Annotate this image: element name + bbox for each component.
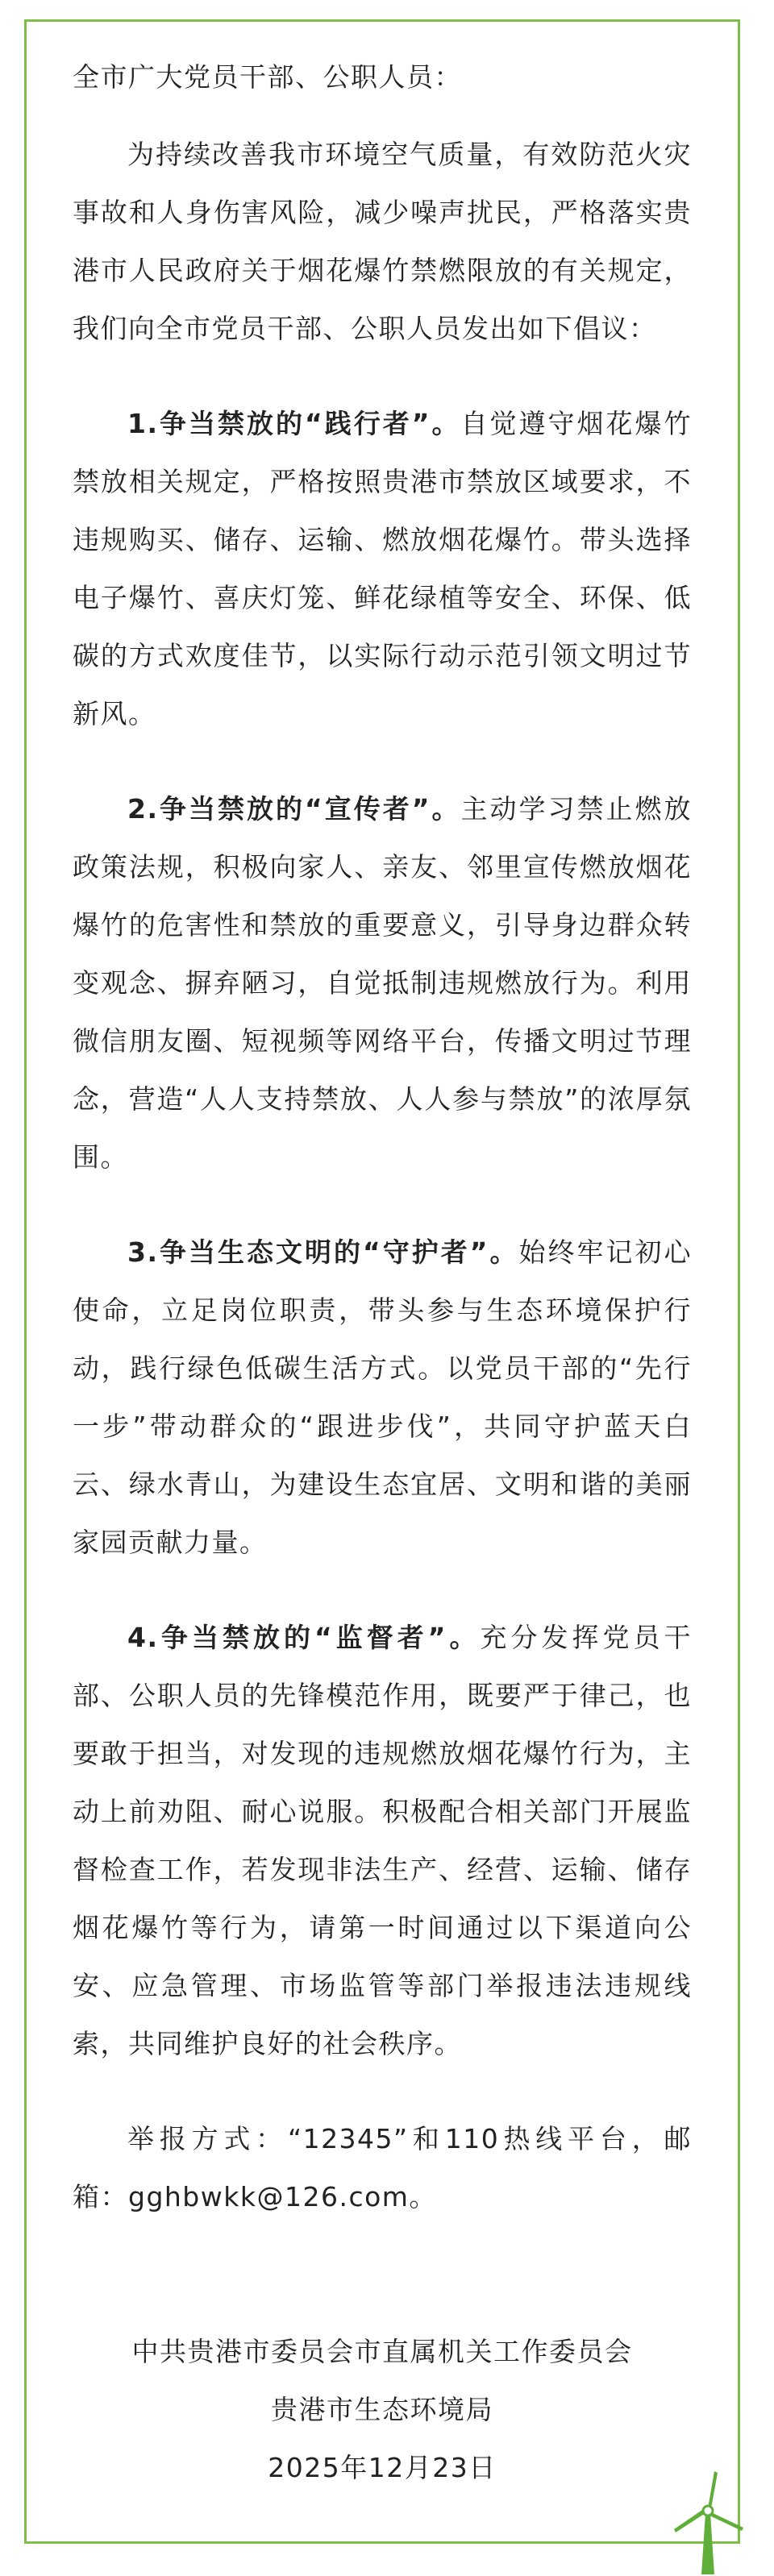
intro-paragraph: 为持续改善我市环境空气质量，有效防范火灾事故和人身伤害风险，减少噪声扰民，严格落实贵港市人民政府关于烟花爆竹禁燃限放的有关规定，我们向全市党员干部、公职人员发出如下倡议： [73, 139, 692, 344]
proposal-document [73, 48, 692, 2497]
item-3-title: 3.争当生态文明的“守护者”。 [127, 1236, 519, 1268]
item-4-title: 4.争当禁放的“监督者”。 [127, 1622, 481, 1653]
item-2-title: 2.争当禁放的“宣传者”。 [127, 793, 461, 825]
item-1-body: 自觉遵守烟花爆竹禁放相关规定，严格按照贵港市禁放区域要求，不违规购买、储存、运输、燃放烟花爆竹。带头选择电子爆竹、喜庆灯笼、鲜花绿植等安全、环保、低碳的方式欢度佳节，以实际行动示范引领文明过节新风。 [73, 408, 693, 729]
item-1-paragraph [73, 395, 692, 743]
item-2-paragraph [73, 780, 692, 1186]
contact-paragraph: 举报方式：“12345”和110热线平台，邮箱：gghbwkk@126.com。 [73, 2123, 692, 2212]
signature-block [73, 2323, 692, 2497]
signature-org-2: 贵港市生态环境局 [271, 2394, 493, 2425]
signature-org-1: 中共贵港市委员会市直属机关工作委员会 [131, 2336, 633, 2367]
item-4-paragraph [73, 1609, 692, 2073]
salutation: 全市广大党员干部、公职人员： [73, 61, 462, 93]
signature-date: 2025年12月23日 [268, 2452, 497, 2483]
item-3-body: 始终牢记初心使命，立足岗位职责，带头参与生态环境保护行动，践行绿色低碳生活方式。以党员干部的“先行一步”带动群众的“跟进步伐”，共同守护蓝天白云、绿水青山，为建设生态宜居、文明和谐的美丽家园贡献力量。 [73, 1236, 693, 1558]
item-3-paragraph [73, 1224, 692, 1572]
item-4-body: 充分发挥党员干部、公职人员的先锋模范作用，既要严于律己，也要敢于担当，对发现的违规燃放烟花爆竹行为，主动上前劝阻、耐心说服。积极配合相关部门开展监督检查工作，若发现非法生产、经营、运输、储存烟花爆竹等行为，请第一时间通过以下渠道向公安、应急管理、市场监管等部门举报违法违规线索，共同维护良好的社会秩序。 [73, 1622, 693, 2059]
wind-turbine-icon [666, 2466, 750, 2576]
item-1-title: 1.争当禁放的“践行者”。 [127, 408, 461, 439]
item-2-body: 主动学习禁止燃放政策法规，积极向家人、亲友、邻里宣传燃放烟花爆竹的危害性和禁放的重要意义，引导身边群众转变观念、摒弃陋习，自觉抵制违规燃放行为。利用微信朋友圈、短视频等网络平台，传播文明过节理念，营造“人人支持禁放、人人参与禁放”的浓厚氛围。 [73, 793, 693, 1173]
